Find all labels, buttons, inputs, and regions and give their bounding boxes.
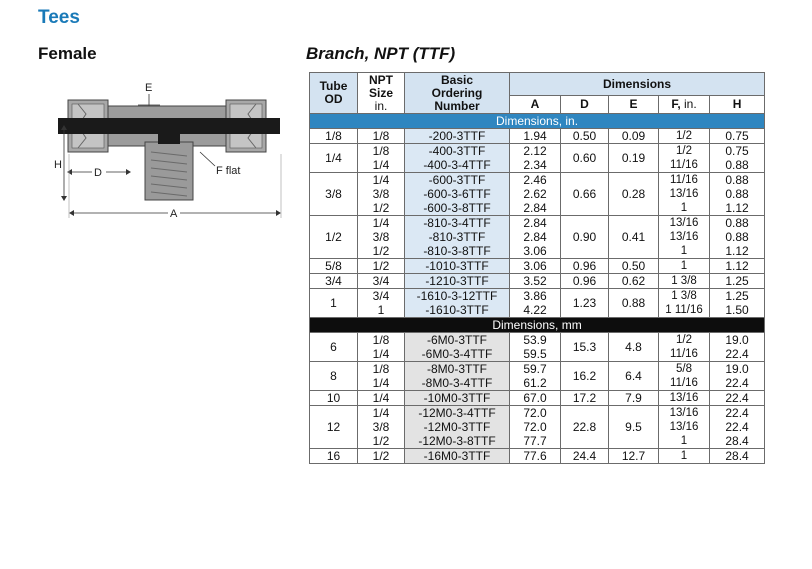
- table-row: [310, 259, 765, 274]
- cell-dim-a: 3.86 4.22: [510, 289, 561, 318]
- cell-tube-od: 3/8: [310, 173, 358, 216]
- cell-dim-f: 1 3/8 1 11/16: [659, 289, 710, 318]
- diagram-label-d: D: [94, 167, 102, 179]
- cell-dim-a: 59.7 61.2: [510, 362, 561, 391]
- a-arrow-right: [276, 210, 281, 216]
- cell-tube-od: 8: [310, 362, 358, 391]
- cell-dim-a: 3.52: [510, 274, 561, 289]
- cell-dim-a: 72.0 72.0 77.7: [510, 406, 561, 449]
- cell-dim-f: 13/16 13/16 1: [659, 406, 710, 449]
- cell-npt-size: 1/2: [358, 449, 405, 464]
- cell-dim-e: 12.7: [609, 449, 659, 464]
- table-row: [310, 274, 765, 289]
- cell-dim-d: 0.96: [561, 259, 609, 274]
- cell-dim-e: 0.62: [609, 274, 659, 289]
- cell-ordering-number: -1010-3TTF: [405, 259, 510, 274]
- cell-tube-od: 1/2: [310, 216, 358, 259]
- cell-dim-f: 1/2: [659, 129, 710, 144]
- section-header-inch: Dimensions, in.: [310, 114, 765, 129]
- mm-section: [310, 318, 765, 464]
- cell-ordering-number: -810-3-4TTF -810-3TTF -810-3-8TTF: [405, 216, 510, 259]
- cell-dim-e: 0.19: [609, 144, 659, 173]
- col-header-npt-size: NPT Size in.: [358, 73, 405, 114]
- cell-ordering-number: -200-3TTF: [405, 129, 510, 144]
- col-header-ordering-number: Basic Ordering Number: [405, 73, 510, 114]
- table-title: Branch, NPT (TTF): [306, 44, 456, 63]
- cell-dim-f: 13/16: [659, 391, 710, 406]
- cell-dim-e: 0.88: [609, 289, 659, 318]
- table-header: [310, 73, 765, 114]
- table-row: [310, 289, 765, 318]
- diagram-label-e: E: [145, 82, 153, 94]
- diagram-label-a: A: [170, 208, 178, 220]
- cell-dim-f: 11/16 13/16 1: [659, 173, 710, 216]
- tee-fitting-diagram: [50, 80, 290, 225]
- cell-tube-od: 3/4: [310, 274, 358, 289]
- cell-dim-a: 2.84 2.84 3.06: [510, 216, 561, 259]
- diagram-label-h: H: [54, 159, 62, 171]
- cell-ordering-number: -12M0-3-4TTF -12M0-3TTF -12M0-3-8TTF: [405, 406, 510, 449]
- table-row: [310, 216, 765, 259]
- col-header-d: D: [561, 96, 609, 114]
- cell-dim-h: 22.4 22.4 28.4: [710, 406, 765, 449]
- cell-npt-size: 1/8: [358, 129, 405, 144]
- cell-tube-od: 1/8: [310, 129, 358, 144]
- branch-bore: [158, 124, 180, 144]
- cell-npt-size: 1/2: [358, 259, 405, 274]
- cell-dim-a: 77.6: [510, 449, 561, 464]
- cell-ordering-number: -8M0-3TTF -8M0-3-4TTF: [405, 362, 510, 391]
- cell-dim-a: 2.46 2.62 2.84: [510, 173, 561, 216]
- table-row: [310, 391, 765, 406]
- h-arrow-bottom: [61, 196, 67, 201]
- cell-tube-od: 12: [310, 406, 358, 449]
- cell-dim-f: 5/8 11/16: [659, 362, 710, 391]
- cell-dim-f: 1/2 11/16: [659, 333, 710, 362]
- cell-dim-h: 0.88 0.88 1.12: [710, 216, 765, 259]
- cell-dim-a: 2.12 2.34: [510, 144, 561, 173]
- cell-npt-size: 1/8 1/4: [358, 362, 405, 391]
- col-header-h: H: [710, 96, 765, 114]
- cell-dim-d: 16.2: [561, 362, 609, 391]
- cell-ordering-number: -16M0-3TTF: [405, 449, 510, 464]
- cell-dim-h: 28.4: [710, 449, 765, 464]
- cell-ordering-number: -1610-3-12TTF -1610-3TTF: [405, 289, 510, 318]
- cell-dim-e: 7.9: [609, 391, 659, 406]
- cell-dim-f: 13/16 13/16 1: [659, 216, 710, 259]
- cell-dim-d: 24.4: [561, 449, 609, 464]
- a-arrow-left: [69, 210, 74, 216]
- cell-npt-size: 1/4 3/8 1/2: [358, 406, 405, 449]
- section-header-mm: Dimensions, mm: [310, 318, 765, 333]
- f-leader-line: [200, 152, 215, 166]
- cell-dim-d: 0.66: [561, 173, 609, 216]
- cell-dim-h: 19.0 22.4: [710, 362, 765, 391]
- cell-dim-d: 17.2: [561, 391, 609, 406]
- cell-dim-e: 0.41: [609, 216, 659, 259]
- col-header-f: F, in.: [659, 96, 710, 114]
- cell-npt-size: 1/8 1/4: [358, 144, 405, 173]
- cell-dim-h: 0.88 0.88 1.12: [710, 173, 765, 216]
- cell-dim-h: 19.0 22.4: [710, 333, 765, 362]
- cell-dim-e: 6.4: [609, 362, 659, 391]
- cell-npt-size: 1/8 1/4: [358, 333, 405, 362]
- cell-dim-e: 0.50: [609, 259, 659, 274]
- cell-tube-od: 1/4: [310, 144, 358, 173]
- cell-tube-od: 1: [310, 289, 358, 318]
- table-row: [310, 129, 765, 144]
- cell-npt-size: 3/4 1: [358, 289, 405, 318]
- table-row: [310, 406, 765, 449]
- cell-npt-size: 1/4: [358, 391, 405, 406]
- col-header-e: E: [609, 96, 659, 114]
- cell-dim-a: 67.0: [510, 391, 561, 406]
- cell-dim-d: 0.50: [561, 129, 609, 144]
- cell-dim-h: 1.12: [710, 259, 765, 274]
- cell-dim-a: 1.94: [510, 129, 561, 144]
- cell-npt-size: 1/4 3/8 1/2: [358, 173, 405, 216]
- table-row: [310, 362, 765, 391]
- cell-ordering-number: -6M0-3TTF -6M0-3-4TTF: [405, 333, 510, 362]
- cell-dim-d: 1.23: [561, 289, 609, 318]
- cell-dim-f: 1: [659, 259, 710, 274]
- cell-dim-d: 22.8: [561, 406, 609, 449]
- cell-dim-d: 15.3: [561, 333, 609, 362]
- cell-dim-h: 0.75: [710, 129, 765, 144]
- d-arrow-left: [67, 169, 72, 175]
- table-row: [310, 333, 765, 362]
- cell-dim-e: 4.8: [609, 333, 659, 362]
- d-arrow-right: [126, 169, 131, 175]
- cell-tube-od: 16: [310, 449, 358, 464]
- cell-dim-a: 53.9 59.5: [510, 333, 561, 362]
- cell-npt-size: 3/4: [358, 274, 405, 289]
- cell-ordering-number: -400-3TTF -400-3-4TTF: [405, 144, 510, 173]
- page-subtitle: Female: [38, 44, 97, 63]
- cell-tube-od: 5/8: [310, 259, 358, 274]
- cell-ordering-number: -10M0-3TTF: [405, 391, 510, 406]
- cell-ordering-number: -600-3TTF -600-3-6TTF -600-3-8TTF: [405, 173, 510, 216]
- diagram-label-f: F flat: [216, 165, 241, 177]
- cell-dim-e: 9.5: [609, 406, 659, 449]
- cell-dim-h: 0.75 0.88: [710, 144, 765, 173]
- table-row: [310, 173, 765, 216]
- inch-section: [310, 114, 765, 318]
- table-row: [310, 449, 765, 464]
- cell-tube-od: 10: [310, 391, 358, 406]
- cell-ordering-number: -1210-3TTF: [405, 274, 510, 289]
- cell-dim-a: 3.06: [510, 259, 561, 274]
- cell-dim-h: 1.25 1.50: [710, 289, 765, 318]
- cell-dim-h: 1.25: [710, 274, 765, 289]
- branch-body: [145, 142, 193, 200]
- col-header-dimensions: Dimensions: [510, 73, 765, 96]
- cell-dim-h: 22.4: [710, 391, 765, 406]
- cell-dim-f: 1: [659, 449, 710, 464]
- cell-npt-size: 1/4 3/8 1/2: [358, 216, 405, 259]
- cell-dim-d: 0.96: [561, 274, 609, 289]
- cell-tube-od: 6: [310, 333, 358, 362]
- cell-dim-f: 1/2 11/16: [659, 144, 710, 173]
- dimensions-table: [309, 72, 765, 464]
- page-title: Tees: [38, 7, 80, 28]
- cell-dim-d: 0.90: [561, 216, 609, 259]
- col-header-a: A: [510, 96, 561, 114]
- cell-dim-e: 0.09: [609, 129, 659, 144]
- table-row: [310, 144, 765, 173]
- cell-dim-e: 0.28: [609, 173, 659, 216]
- cell-dim-d: 0.60: [561, 144, 609, 173]
- cell-dim-f: 1 3/8: [659, 274, 710, 289]
- col-header-tube-od: Tube OD: [310, 73, 358, 114]
